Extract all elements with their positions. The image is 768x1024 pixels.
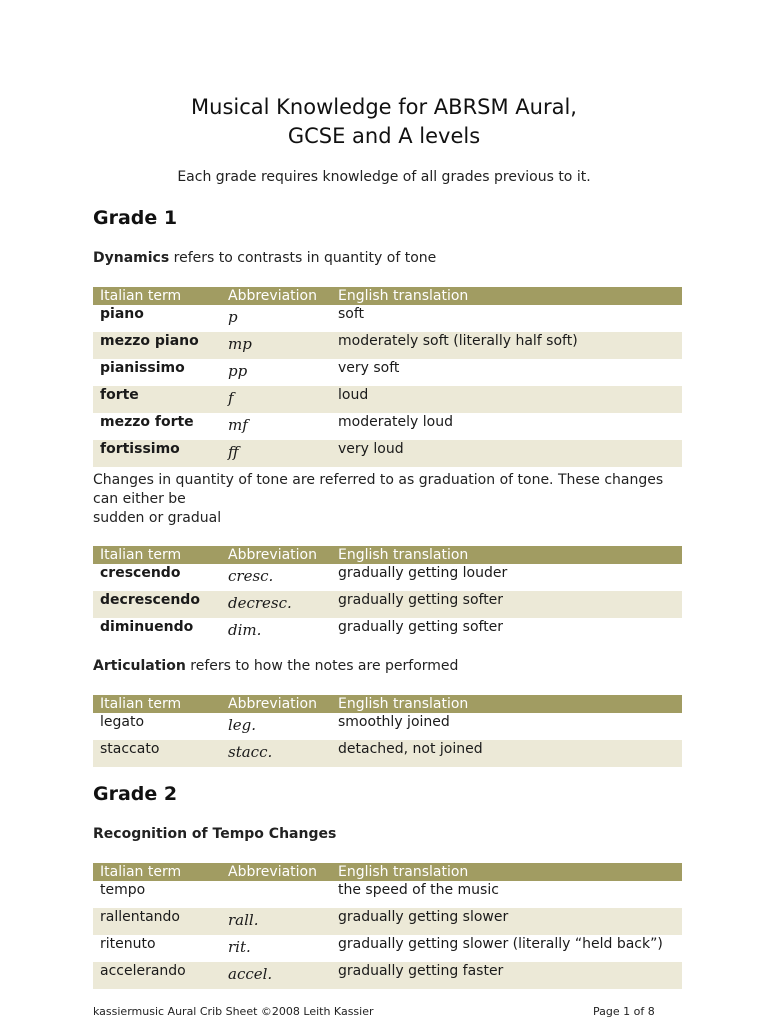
term-cell: crescendo xyxy=(100,565,181,581)
header-abbreviation: Abbreviation xyxy=(221,546,331,564)
english-translation-cell: soft xyxy=(338,306,365,322)
header-italian-term: Italian term xyxy=(93,287,221,305)
graduation-line-1: Changes in quantity of tone are referred to as graduation of tone. These changes xyxy=(93,472,664,488)
table-header-row xyxy=(93,863,682,881)
term-cell: diminuendo xyxy=(100,619,194,635)
header-english-translation: English translation xyxy=(331,546,682,564)
english-translation-cell: the speed of the music xyxy=(338,882,499,898)
table-row xyxy=(93,962,682,989)
abbreviation-cell: mp xyxy=(221,332,331,359)
term-cell: ritenuto xyxy=(100,936,156,952)
header-italian-term: Italian term xyxy=(93,863,221,881)
header-abbreviation: Abbreviation xyxy=(221,287,331,305)
page-title-line-1: Musical Knowledge for ABRSM Aural, xyxy=(191,95,577,119)
table-row xyxy=(93,618,682,645)
table-row xyxy=(93,564,682,591)
table-row xyxy=(93,413,682,440)
term-cell: pianissimo xyxy=(100,360,185,376)
abbreviation-cell: p xyxy=(228,308,238,326)
term-cell: forte xyxy=(93,386,221,413)
table-row xyxy=(93,332,682,359)
table-row xyxy=(93,359,682,386)
grade-2-heading: Grade 2 xyxy=(93,783,178,805)
dynamics-intro xyxy=(93,249,683,268)
footer-page-number: Page 1 of 8 xyxy=(593,1005,655,1018)
english-translation-cell: moderately soft (literally half soft) xyxy=(331,332,682,359)
dynamics-intro-rest: refers to contrasts in quantity of tone xyxy=(169,250,437,266)
english-translation-cell: gradually getting softer xyxy=(331,591,682,618)
term-cell: mezzo piano xyxy=(93,332,221,359)
english-translation-cell: gradually getting softer xyxy=(338,619,504,635)
graduation-paragraph xyxy=(93,471,683,528)
english-translation-cell: loud xyxy=(331,386,682,413)
abbreviation-cell: mf xyxy=(228,416,248,434)
english-translation-cell: moderately loud xyxy=(338,414,453,430)
english-translation-cell: gradually getting louder xyxy=(338,565,508,581)
english-translation-cell: very soft xyxy=(338,360,400,376)
term-cell: accelerando xyxy=(93,962,221,989)
abbreviation-cell: f xyxy=(221,386,331,413)
english-translation-cell: detached, not joined xyxy=(331,740,682,767)
abbreviation-cell: decresc. xyxy=(221,591,331,618)
english-translation-cell: very loud xyxy=(331,440,682,467)
english-translation-cell: gradually getting faster xyxy=(331,962,682,989)
abbreviation-cell: cresc. xyxy=(228,567,274,585)
table-header-row xyxy=(93,695,682,713)
table-row xyxy=(93,713,682,740)
table-row xyxy=(93,908,682,935)
header-abbreviation: Abbreviation xyxy=(221,863,331,881)
articulation-intro-bold: Articulation xyxy=(93,658,186,674)
abbreviation-cell: rit. xyxy=(228,938,251,956)
term-cell: tempo xyxy=(100,882,146,898)
header-abbreviation: Abbreviation xyxy=(221,695,331,713)
abbreviation-cell: stacc. xyxy=(221,740,331,767)
english-translation-cell: smoothly joined xyxy=(338,714,450,730)
english-translation-cell: gradually getting slower (literally “held back”) xyxy=(338,936,663,952)
abbreviation-cell xyxy=(221,881,331,908)
articulation-intro-rest: refers to how the notes are performed xyxy=(185,658,459,674)
abbreviation-cell: rall. xyxy=(221,908,331,935)
header-italian-term: Italian term xyxy=(93,695,221,713)
table-header-row xyxy=(93,287,682,305)
table-row xyxy=(93,935,682,962)
table-row xyxy=(93,440,682,467)
table-row xyxy=(93,881,682,908)
term-cell: rallentando xyxy=(93,908,221,935)
term-cell: fortissimo xyxy=(93,440,221,467)
tempo-table xyxy=(93,863,682,989)
header-english-translation: English translation xyxy=(331,863,682,881)
abbreviation-cell: accel. xyxy=(221,962,331,989)
english-translation-cell: gradually getting slower xyxy=(331,908,682,935)
table-header-row xyxy=(93,546,682,564)
table-row xyxy=(93,591,682,618)
tempo-changes-heading: Recognition of Tempo Changes xyxy=(93,826,337,842)
header-english-translation: English translation xyxy=(331,287,682,305)
table-row xyxy=(93,740,682,767)
grade-1-heading: Grade 1 xyxy=(93,207,178,229)
page-title-line-2: GCSE and A levels xyxy=(287,124,481,148)
table-row xyxy=(93,386,682,413)
abbreviation-cell: ff xyxy=(221,440,331,467)
term-cell: decrescendo xyxy=(93,591,221,618)
page-subtitle: Each grade requires knowledge of all grades previous to it. xyxy=(177,169,591,185)
abbreviation-cell: dim. xyxy=(228,621,262,639)
graduation-line-2: can either be xyxy=(93,491,186,507)
term-cell: mezzo forte xyxy=(100,414,194,430)
footer-copyright: kassiermusic Aural Crib Sheet ©2008 Leith Kassier xyxy=(93,1005,374,1018)
articulation-table xyxy=(93,695,682,767)
term-cell: legato xyxy=(100,714,145,730)
term-cell: staccato xyxy=(93,740,221,767)
header-italian-term: Italian term xyxy=(93,546,221,564)
term-cell: piano xyxy=(100,306,144,322)
dynamics-intro-bold: Dynamics xyxy=(93,250,170,266)
graduation-table xyxy=(93,546,682,645)
abbreviation-cell: leg. xyxy=(228,716,257,734)
table-row xyxy=(93,305,682,332)
dynamics-table xyxy=(93,287,682,467)
abbreviation-cell: pp xyxy=(228,362,248,380)
graduation-line-3: sudden or gradual xyxy=(93,510,222,526)
articulation-intro xyxy=(93,657,683,676)
header-english-translation: English translation xyxy=(331,695,682,713)
